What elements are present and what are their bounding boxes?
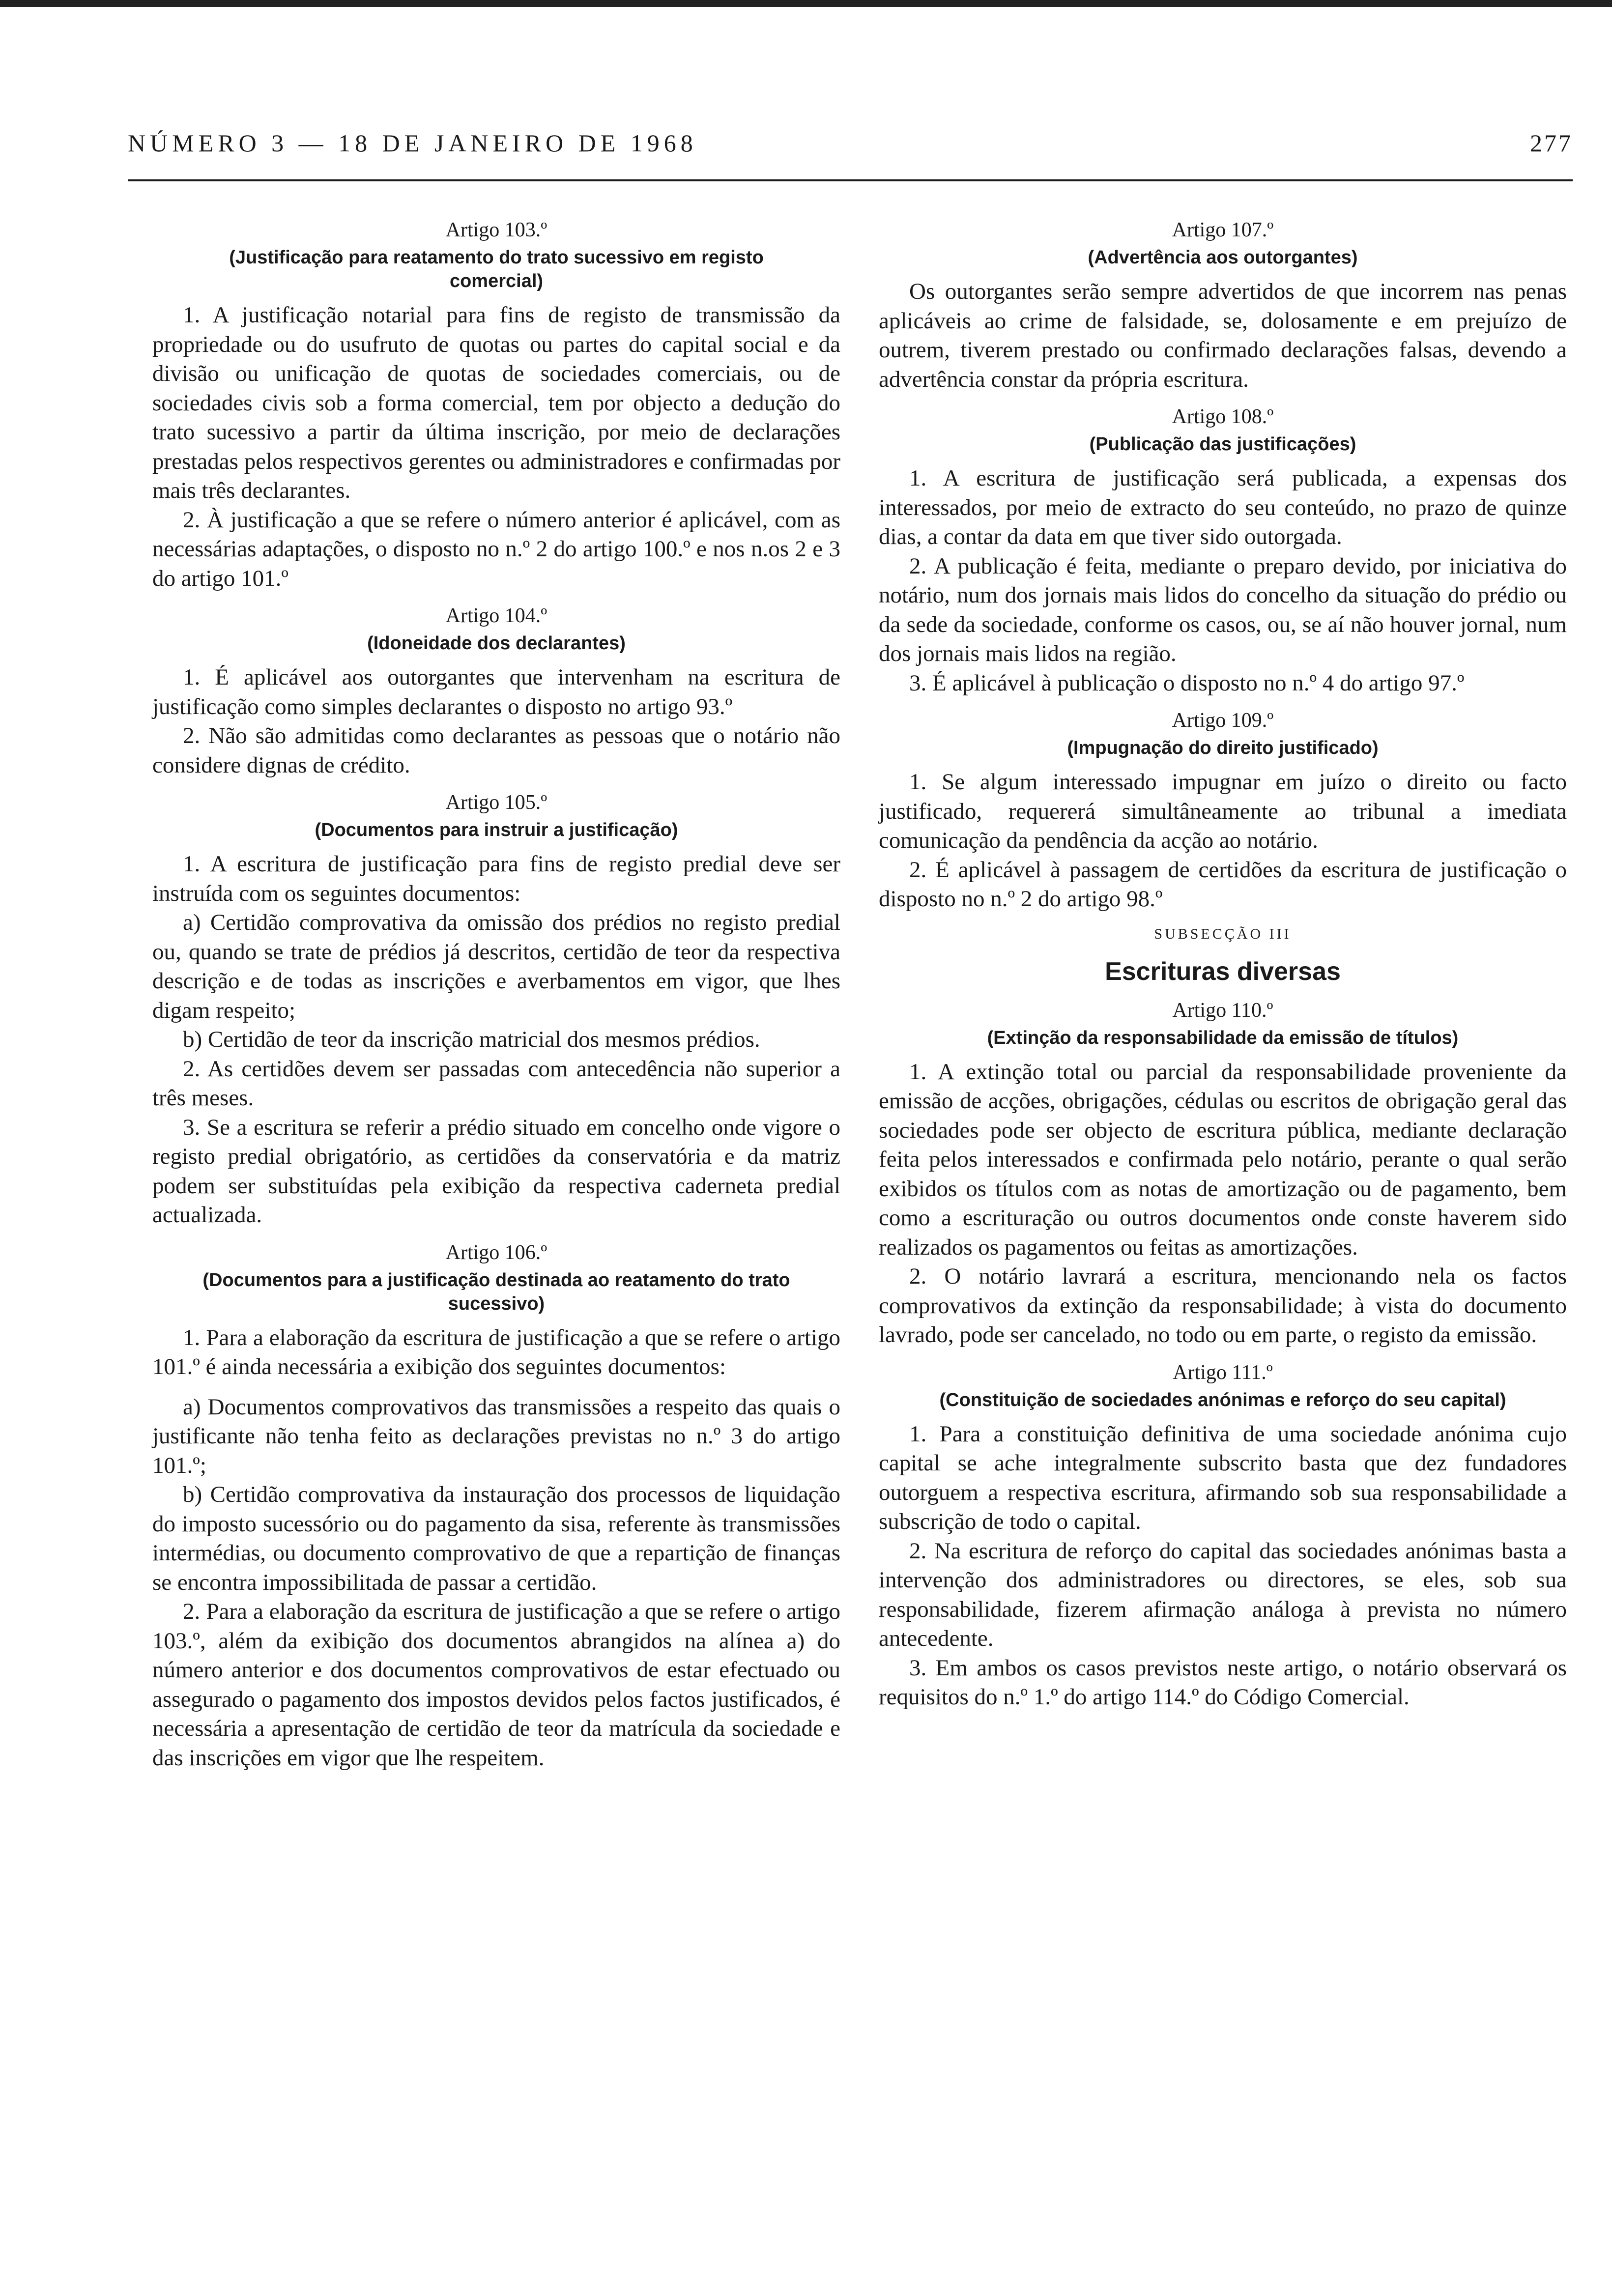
article-title: (Impugnação do direito justificado) xyxy=(1067,738,1379,758)
paragraph: 3. É aplicável à publicação o disposto no n.º 4 do artigo 97.º xyxy=(909,670,1465,696)
paragraph: 2. Na escritura de reforço do capital das sociedades anónimas basta a intervenção dos administradores ou directores, se eles, sob sua responsabilidade, fizerem afirmação análoga à prevista no número antecedente. xyxy=(879,1538,1567,1651)
paragraph: 1. Para a constituição definitiva de uma sociedade anónima cujo capital se ache integralmente subscrito basta que dez fundadores outorguem a respectiva escritura, afirmando sob sua responsabilidade a subscrição de todo o capital. xyxy=(879,1421,1567,1534)
paragraph-item-b: b) Certidão comprovativa da instauração dos processos de liquidação do imposto sucessório ou do pagamento da sisa, referente às transmissões intermédias, ou documento comprovativo de que a repartição de finanças se encontra impossibilitada de passar a certidão. xyxy=(152,1482,840,1595)
article-title: (Idoneidade dos declarantes) xyxy=(367,633,626,654)
article-110 xyxy=(879,997,1567,1350)
article-title: (Publicação das justificações) xyxy=(1089,434,1356,455)
subsection-label: SUBSECÇÃO III xyxy=(1154,925,1292,942)
article-heading: Artigo 105.º xyxy=(445,791,547,814)
paragraph: 1. Se algum interessado impugnar em juízo o direito ou facto justificado, requererá simultâneamente ao tribunal a imediata comunicação da pendência da acção ao notário. xyxy=(879,769,1567,853)
article-105 xyxy=(152,789,840,1230)
article-title: (Documentos para a justificação destinada ao reatamento do trato sucessivo) xyxy=(202,1269,790,1314)
paragraph: 1. A justificação notarial para fins de registo de transmissão da propriedade ou do usufruto de quotas ou partes do capital social e da divisão ou unificação de quotas de sociedades comerciais, ou de sociedades civis sob a forma comercial, tem por objecto a dedução do trato sucessivo a partir da última inscrição, por meio de declarações prestadas pelos respectivos gerentes ou administradores e confirmadas por mais três declarantes. xyxy=(152,302,840,503)
article-108 xyxy=(879,403,1567,698)
page-header xyxy=(128,129,1573,168)
spacer xyxy=(152,1382,840,1393)
paragraph-item-a: a) Documentos comprovativos das transmissões a respeito das quais o justificante não tenha feito as declarações previstas no n.º 3 do artigo 101.º; xyxy=(152,1394,840,1478)
article-heading: Artigo 111.º xyxy=(1173,1361,1273,1384)
article-107 xyxy=(879,216,1567,394)
paragraph: 2. As certidões devem ser passadas com antecedência não superior a três meses. xyxy=(152,1056,840,1111)
right-column xyxy=(879,216,1567,1721)
article-heading: Artigo 104.º xyxy=(445,604,547,627)
paragraph-item-a: a) Certidão comprovativa da omissão dos prédios no registo predial ou, quando se trate de prédios já descritos, certidão de teor da respectiva descrição e de todas as inscrições e averbamentos em vigor, que lhes digam respeito; xyxy=(152,910,840,1023)
subsection-header xyxy=(879,923,1567,988)
issue-title: NÚMERO 3 — 18 DE JANEIRO DE 1968 xyxy=(128,129,697,157)
page-number: 277 xyxy=(1530,129,1573,157)
left-column xyxy=(152,216,840,1781)
article-heading: Artigo 103.º xyxy=(445,219,547,241)
article-title: (Justificação para reatamento do trato sucessivo em registo comercial) xyxy=(229,247,764,291)
paragraph: 3. Em ambos os casos previstos neste artigo, o notário observará os requisitos do n.º 1.º do artigo 114.º do Código Comercial. xyxy=(879,1655,1567,1710)
article-title: (Documentos para instruir a justificação) xyxy=(315,820,678,840)
article-heading: Artigo 109.º xyxy=(1172,709,1274,732)
article-title: (Extinção da responsabilidade da emissão de títulos) xyxy=(987,1027,1459,1048)
header-rule xyxy=(128,179,1573,181)
article-106 xyxy=(152,1239,840,1773)
article-heading: Artigo 110.º xyxy=(1172,999,1273,1022)
article-title: (Advertência aos outorgantes) xyxy=(1088,247,1358,268)
article-104 xyxy=(152,602,840,780)
subsection-title: Escrituras diversas xyxy=(1105,957,1341,986)
paragraph: Os outorgantes serão sempre advertidos de que incorrem nas penas aplicáveis ao crime de falsidade, se, dolosamente e em prejuízo de outrem, tiverem prestado ou confirmado declarações falsas, devendo a advertência constar da própria escritura. xyxy=(879,279,1567,392)
article-title: (Constituição de sociedades anónimas e reforço do seu capital) xyxy=(939,1389,1506,1410)
article-103 xyxy=(152,216,840,593)
article-109 xyxy=(879,707,1567,914)
paragraph: 1. A extinção total ou parcial da responsabilidade proveniente da emissão de acções, obrigações, cédulas ou escritos de obrigação geral das sociedades pode ser objecto de escritura pública, mediante declaração feita pelos interessados e confirmada pelo notário, perante o qual serão exibidos os títulos com as notas de amortização ou de pagamento, bem como a escrituração ou outros documentos onde conste haverem sido realizados os pagamentos ou feitas as amortizações. xyxy=(879,1059,1567,1260)
paragraph: 2. Para a elaboração da escritura de justificação a que se refere o artigo 103.º, além da exibição dos documentos abrangidos na alínea a) do número anterior e dos documentos comprovativos de estar efectuado ou assegurado o pagamento dos impostos devidos pelos factos justificados, é necessária a apresentação de certidão de teor da matrícula da sociedade e das inscrições em vigor que lhe respeitem. xyxy=(152,1599,840,1771)
paragraph: 3. Se a escritura se referir a prédio situado em concelho onde vigore o registo predial obrigatório, as certidões da conservatória e da matriz podem ser substituídas pela exibição da respectiva caderneta predial actualizada. xyxy=(152,1114,840,1228)
paragraph: 2. É aplicável à passagem de certidões da escritura de justificação o disposto no n.º 2 do artigo 98.º xyxy=(879,857,1567,912)
paragraph-item-b: b) Certidão de teor da inscrição matricial dos mesmos prédios. xyxy=(183,1027,760,1052)
article-111 xyxy=(879,1359,1567,1712)
article-heading: Artigo 107.º xyxy=(1172,219,1274,241)
paragraph: 2. Não são admitidas como declarantes as pessoas que o notário não considere dignas de crédito. xyxy=(152,723,840,778)
paragraph: 1. A escritura de justificação será publicada, a expensas dos interessados, por meio de extracto do seu conteúdo, no prazo de quinze dias, a contar da data em que tiver sido outorgada. xyxy=(879,465,1567,549)
paragraph: 1. Para a elaboração da escritura de justificação a que se refere o artigo 101.º é ainda necessária a exibição dos seguintes documentos: xyxy=(152,1324,840,1379)
article-heading: Artigo 106.º xyxy=(445,1241,547,1264)
paragraph: 2. A publicação é feita, mediante o preparo devido, por iniciativa do notário, num dos jornais mais lidos do concelho da situação do prédio ou da sede da sociedade, conforme os casos, ou, se aí não houver jornal, num dos jornais mais lidos na região. xyxy=(879,553,1567,666)
scan-edge xyxy=(0,0,1612,7)
paragraph: 2. O notário lavrará a escritura, mencionando nela os factos comprovativos da extinção da responsabilidade; à vista do documento lavrado, pode ser cancelado, no todo ou em parte, o registo da emissão. xyxy=(879,1263,1567,1348)
paragraph: 2. À justificação a que se refere o número anterior é aplicável, com as necessárias adaptações, o disposto no n.º 2 do artigo 100.º e nos n.os 2 e 3 do artigo 101.º xyxy=(152,507,840,591)
article-heading: Artigo 108.º xyxy=(1172,405,1274,428)
paragraph: 1. A escritura de justificação para fins de registo predial deve ser instruída com os seguintes documentos: xyxy=(152,851,840,906)
paragraph: 1. É aplicável aos outorgantes que intervenham na escritura de justificação como simples declarantes o disposto no artigo 93.º xyxy=(152,664,840,719)
